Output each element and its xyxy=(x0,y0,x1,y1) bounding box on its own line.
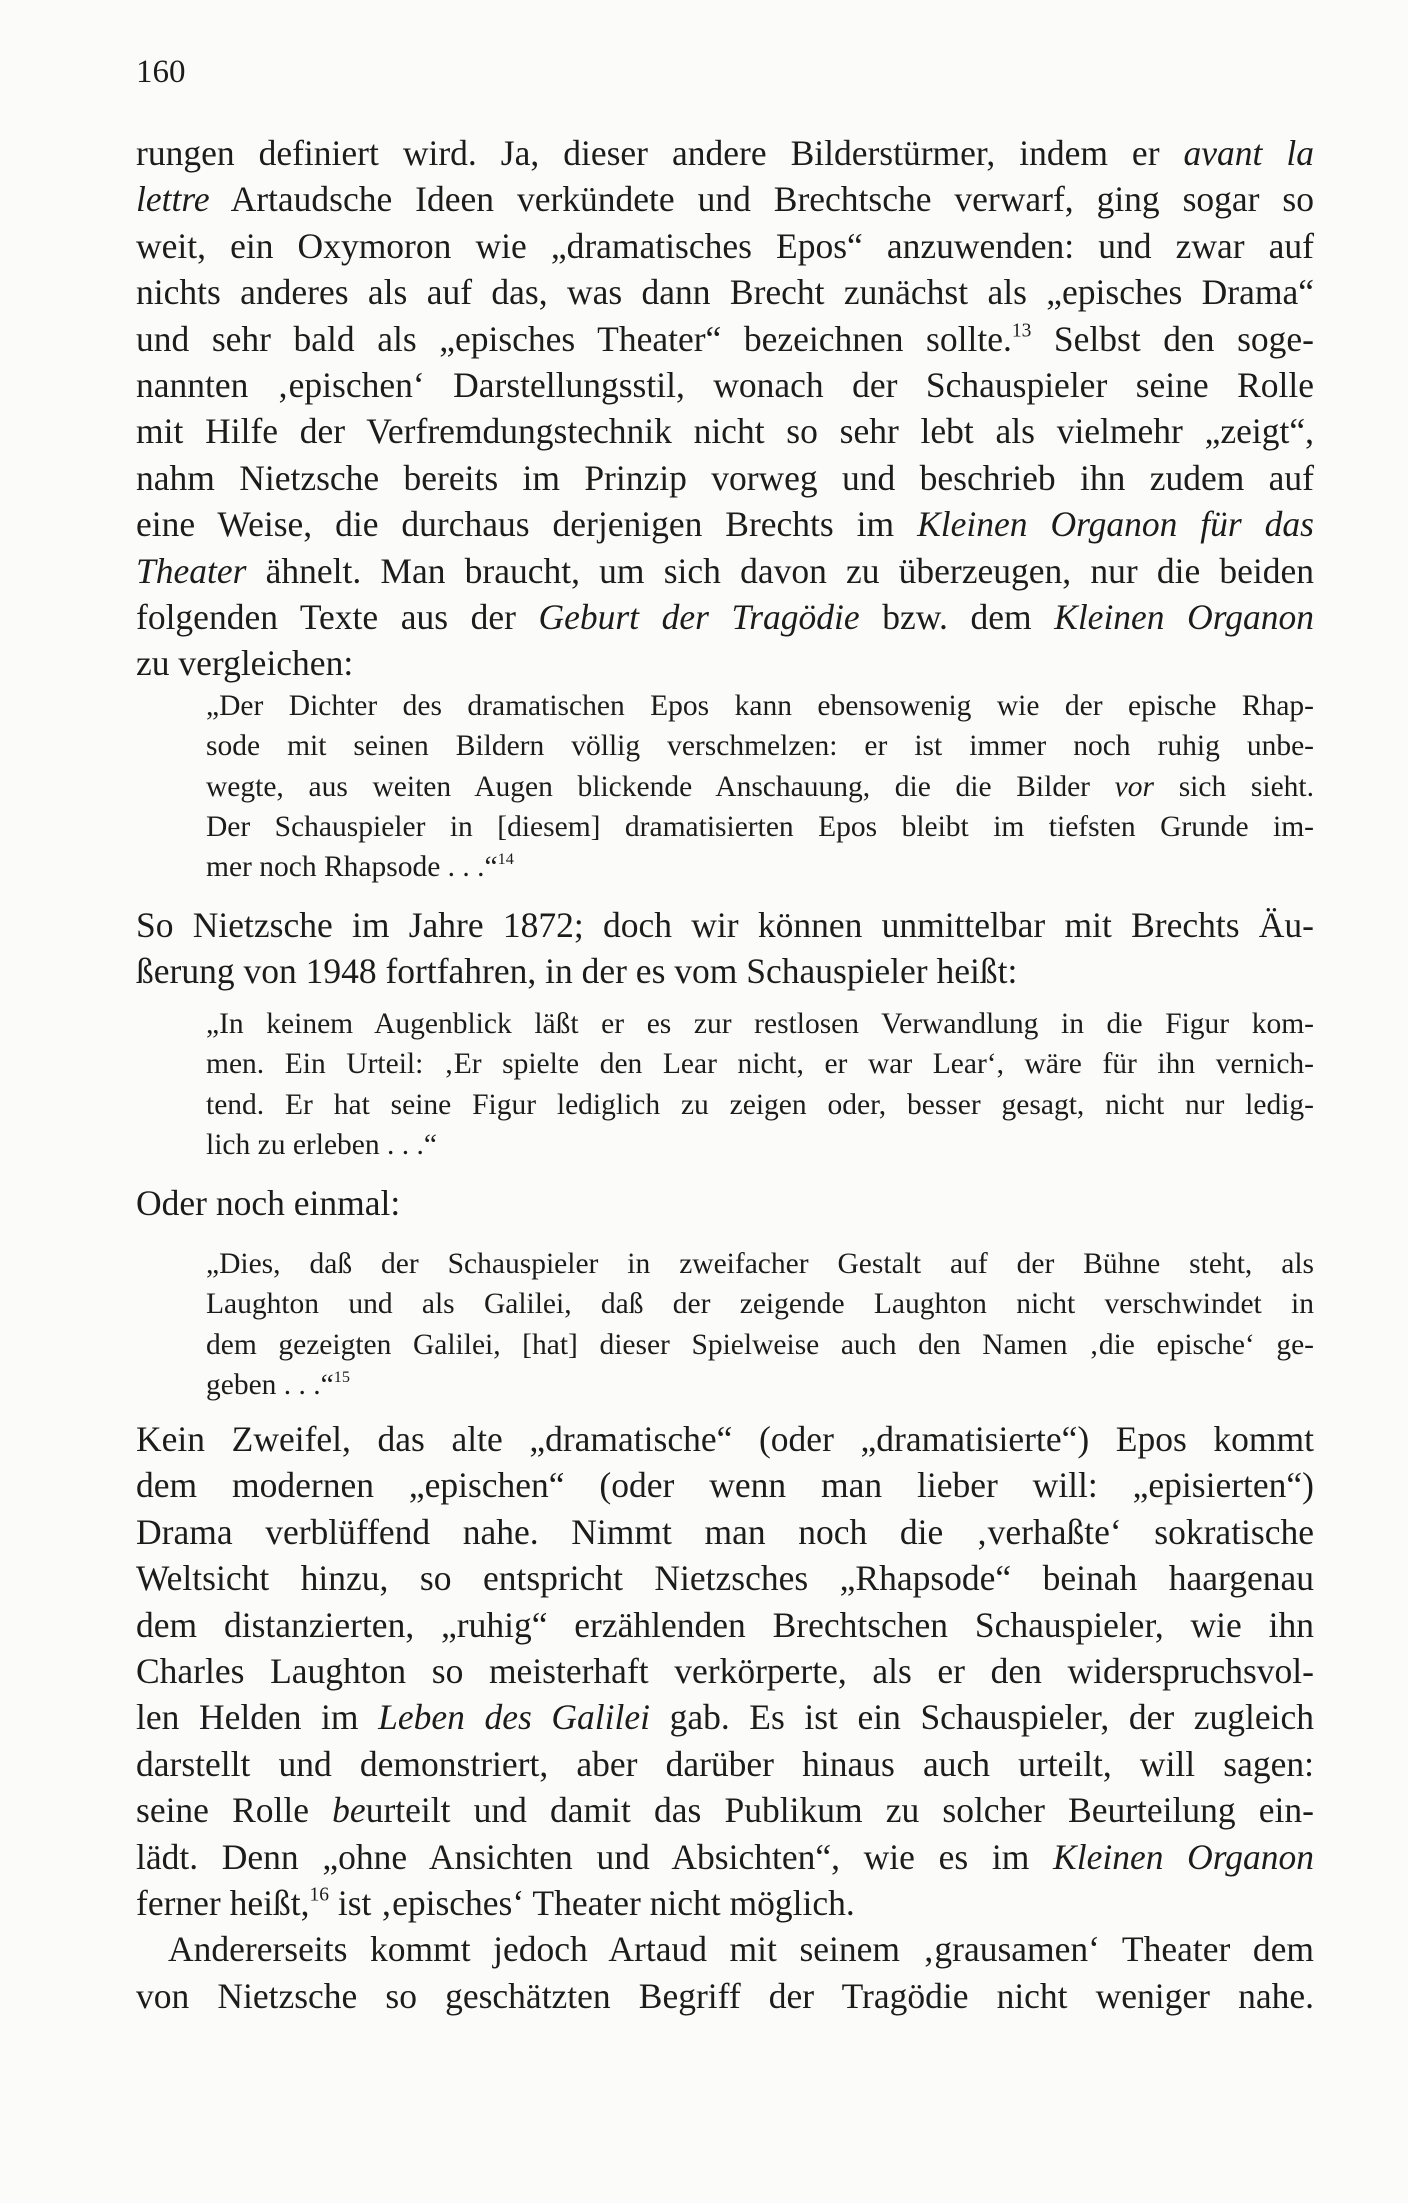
text-line: dem distanzierten, „ruhig“ erzählenden Brechtschen Schauspieler, wie ihn xyxy=(136,1604,1314,1645)
italic-run: vor xyxy=(1114,770,1154,803)
text-line xyxy=(136,1834,1314,1880)
text-run: lädt. Denn „ohne Ansichten und Absichten“, wie es im xyxy=(136,1836,1030,1877)
text-line xyxy=(136,1787,1314,1833)
footnote-marker: 13 xyxy=(1011,319,1032,341)
text-line: nannten ‚epischen‘ Darstellungsstil, wonach der Schauspieler seine Rolle xyxy=(136,365,1314,406)
italic-run: lettre xyxy=(136,179,210,220)
text-line: dem modernen „epischen“ (oder wenn man lieber will: „episierten“) xyxy=(136,1465,1314,1506)
block-quote-nietzsche xyxy=(206,686,1314,887)
page-number: 160 xyxy=(136,54,186,90)
paragraph-transition xyxy=(136,1180,1314,1226)
italic-run: Kleinen Organon xyxy=(1053,1836,1314,1877)
text-line: weit, ein Oxymoron wie „dramatisches Epos“ anzuwenden: und zwar auf xyxy=(136,225,1314,266)
italic-run: Geburt der Tragödie xyxy=(538,597,860,638)
text-line: von Nietzsche so geschätzten Begriff der Tragödie nicht weniger nahe. xyxy=(136,1975,1314,2016)
text-line: So Nietzsche im Jahre 1872; doch wir können unmittelbar mit Brechts Äu- xyxy=(136,905,1314,945)
text-line xyxy=(136,316,1314,362)
text-run: ferner heißt, xyxy=(136,1883,310,1924)
text-line xyxy=(136,1880,1314,1926)
text-line: nahm Nietzsche bereits im Prinzip vorweg und beschrieb ihn zudem auf xyxy=(136,457,1314,498)
text-line xyxy=(136,548,1314,594)
text-line: mit Hilfe der Verfremdungstechnik nicht so sehr lebt als vielmehr „zeigt“, xyxy=(136,411,1314,452)
italic-run: Leben des Galilei xyxy=(378,1697,650,1738)
text-line: Oder noch einmal: xyxy=(136,1183,401,1223)
text-line xyxy=(136,1694,1314,1740)
text-line: ßerung von 1948 fortfahren, in der es vom Schauspieler heißt: xyxy=(136,951,1018,992)
quote-line: tend. Er hat seine Figur lediglich zu zeigen oder, besser gesagt, nicht nur ledig- xyxy=(206,1088,1314,1121)
footnote-marker: 15 xyxy=(333,1367,350,1386)
text-run: seine Rolle xyxy=(136,1790,310,1831)
text-run: urteilt und damit das Publikum zu solcher Beurteilung ein- xyxy=(365,1790,1314,1831)
text-run: mer noch Rhapsode . . .“ xyxy=(206,851,498,884)
quote-line: Der Schauspieler in [diesem] dramatisierten Epos bleibt im tiefsten Grunde im- xyxy=(206,810,1314,843)
text-line: zu vergleichen: xyxy=(136,643,354,684)
quote-line: Laughton und als Galilei, daß der zeigende Laughton nicht verschwindet in xyxy=(206,1288,1314,1321)
text-run: folgenden Texte aus der xyxy=(136,597,516,638)
block-quote-brecht xyxy=(206,1004,1314,1165)
text-line xyxy=(136,501,1314,547)
italic-run: Theater xyxy=(136,550,247,591)
block-quote-laughton xyxy=(206,1244,1314,1405)
text-run: wegte, aus weiten Augen blickende Anschauung, die die Bilder xyxy=(206,770,1090,803)
text-run: geben . . .“ xyxy=(206,1368,334,1401)
quote-line: men. Ein Urteil: ‚Er spielte den Lear nicht, er war Lear‘, wäre für ihn vernich- xyxy=(206,1048,1314,1081)
quote-line: „Der Dichter des dramatischen Epos kann ebensowenig wie der epische Rhap- xyxy=(206,690,1314,722)
quote-line: lich zu erleben . . .“ xyxy=(206,1128,437,1161)
text-run: ähnelt. Man braucht, um sich davon zu überzeugen, nur die beiden xyxy=(265,550,1314,591)
quote-line: „In keinem Augenblick läßt er es zur restlosen Verwandlung in die Figur kom- xyxy=(206,1008,1314,1040)
quote-line: „Dies, daß der Schauspieler in zweifacher Gestalt auf der Bühne steht, als xyxy=(206,1248,1314,1280)
text-run: sich sieht. xyxy=(1178,770,1314,803)
quote-line xyxy=(206,767,1314,807)
text-line: darstellt und demonstriert, aber darüber hinaus auch urteilt, will sagen: xyxy=(136,1743,1314,1784)
quote-line xyxy=(206,847,1314,887)
italic-run: avant la xyxy=(1183,133,1314,173)
text-run: rungen definiert wird. Ja, dieser andere Bilderstürmer, indem er xyxy=(136,133,1160,173)
text-run: Selbst den soge- xyxy=(1053,318,1314,359)
text-run: len Helden im xyxy=(136,1697,359,1738)
text-line: Drama verblüffend nahe. Nimmt man noch die ‚verhaßte‘ sokratische xyxy=(136,1511,1314,1552)
text-line: Weltsicht hinzu, so entspricht Nietzsches „Rhapsode“ beinah haargenau xyxy=(136,1558,1314,1599)
quote-line: dem gezeigten Galilei, [hat] dieser Spielweise auch den Namen ‚die epische‘ ge- xyxy=(206,1328,1314,1361)
italic-run: be xyxy=(332,1790,366,1831)
text-line: nichts anderes als auf das, was dann Brecht zunächst als „episches Drama“ xyxy=(136,272,1314,313)
text-line: Kein Zweifel, das alte „dramatische“ (oder „dramatisierte“) Epos kommt xyxy=(136,1419,1314,1459)
italic-run: Kleinen Organon für das xyxy=(917,504,1314,545)
footnote-marker: 16 xyxy=(309,1884,329,1906)
text-line xyxy=(136,594,1314,640)
text-run: und sehr bald als „episches Theater“ bezeichnen sollte. xyxy=(136,318,1012,359)
text-run: ist ‚episches‘ Theater nicht möglich. xyxy=(337,1883,855,1924)
italic-run: Kleinen Organon xyxy=(1054,597,1314,638)
text-run: gab. Es ist ein Schauspieler, der zugleich xyxy=(669,1697,1314,1738)
text-line: Andererseits kommt jedoch Artaud mit seinem ‚grausamen‘ Theater dem xyxy=(168,1929,1314,1970)
text-line xyxy=(136,176,1314,222)
text-run: eine Weise, die durchaus derjenigen Brechts im xyxy=(136,504,895,545)
text-line xyxy=(136,130,1314,176)
paragraph-conclusion xyxy=(136,1416,1314,2019)
text-line: Charles Laughton so meisterhaft verkörperte, als er den widerspruchsvol- xyxy=(136,1651,1314,1692)
paragraph-intro-brecht xyxy=(136,902,1314,995)
footnote-marker: 14 xyxy=(497,850,514,869)
text-run: Artaudsche Ideen verkündete und Brechtsche verwarf, ging sogar so xyxy=(230,179,1314,220)
quote-line: sode mit seinen Bildern völlig verschmelzen: er ist immer noch ruhig unbe- xyxy=(206,730,1314,763)
paragraph-continuation xyxy=(136,130,1314,687)
quote-line xyxy=(206,1365,1314,1405)
text-run: bzw. dem xyxy=(882,597,1032,638)
